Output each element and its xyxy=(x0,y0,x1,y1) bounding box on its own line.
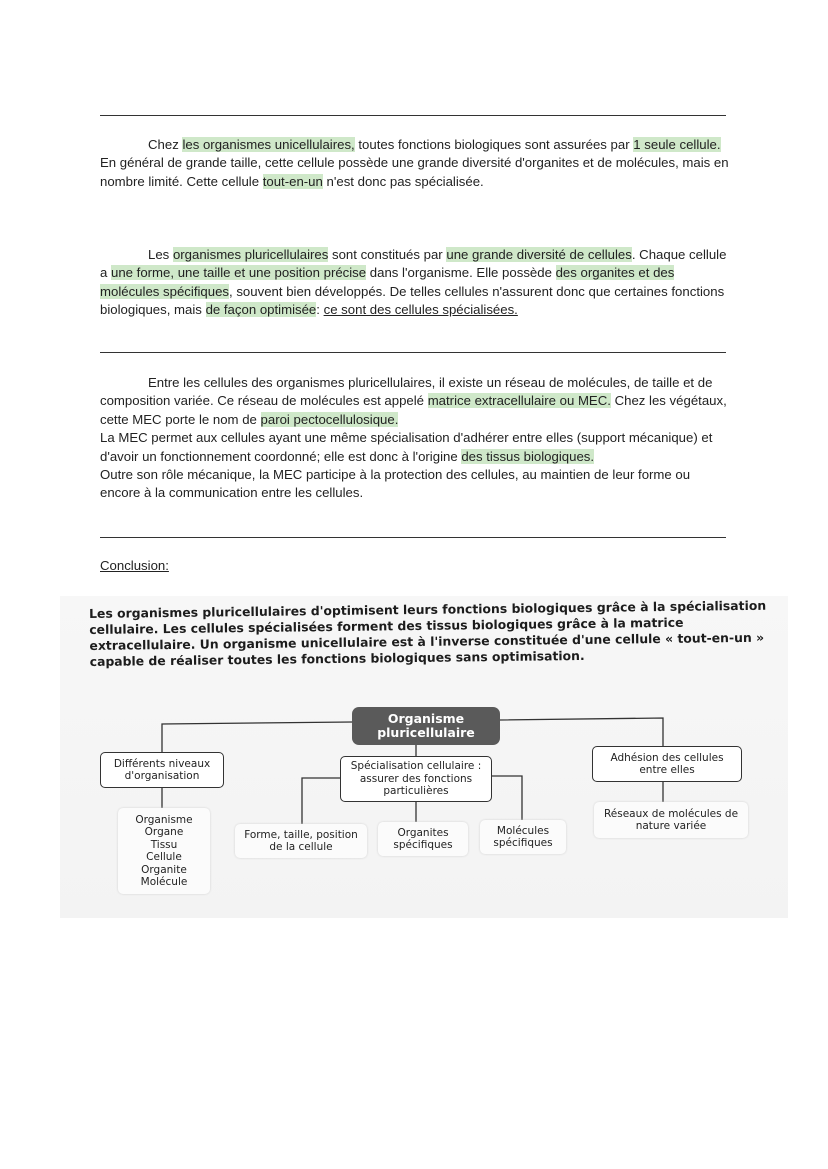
highlight: des organites et des molécules spécifiques xyxy=(100,265,675,299)
highlight: les organismes unicellulaires, xyxy=(182,137,355,152)
highlight: paroi pectocellulosique. xyxy=(260,411,399,427)
underlined-text: ce sont des cellules spécialisées. xyxy=(323,302,518,318)
highlight: des tissus biologiques. xyxy=(461,448,595,464)
highlight: une forme, une taille et une position précise xyxy=(111,265,367,281)
conclusion-text: Les organismes pluricellulaires d'optimisent leurs fonctions biologiques grâce à la spécialisation cellulaire. Les cellules spécialisées forment des tissus biologiques grâce à la matrice extracellulaire. Un organisme unicellulaire est à l'inverse constituée d'une cellule « tout-en-un » capable de réaliser toutes les fonctions biologiques sans optimisation. xyxy=(89,597,767,669)
paragraph-unicellular: Chez les organismes unicellulaires, toutes fonctions biologiques sont assurées par 1 seule cellule. En général de grande taille, cette cellule possède une grande diversité d'organites et de molécules, mais en nombre limité. Cette cellule tout-en-un n'est donc pas spécialisée. xyxy=(100,137,729,189)
diagram-levels-box: Différents niveaux d'organisation xyxy=(100,752,224,788)
conclusion-label: Conclusion: xyxy=(100,558,169,573)
highlight: de façon optimisée xyxy=(205,302,317,318)
diagram-levels-list: Organisme Organe Tissu Cellule Organite Molécule xyxy=(118,808,210,894)
paragraph-mec: Entre les cellules des organismes pluricellulaires, il existe un réseau de molécules, de taille et de composition variée. Ce réseau de molécules est appelé matrice extracellulaire ou MEC. Chez les végétaux, cette MEC porte le nom de paroi pectocellulosique. La MEC permet aux cellules ayant une même spécialisation d'adhérer entre elles (support mécanique) et d'avoir un fonctionnement coordonné; elle est donc à l'origine des tissus biologiques. Outre son rôle mécanique, la MEC participe à la protection des cellules, au maintien de leur forme ou encore à la communication entre les cellules. xyxy=(100,375,727,501)
diagram-networks-box: Réseaux de molécules de nature variée xyxy=(594,802,748,838)
highlight: matrice extracellulaire ou MEC. xyxy=(427,393,611,409)
diagram-specialisation-box: Spécialisation cellulaire : assurer des fonctions particulières xyxy=(340,756,492,802)
paragraph-pluricellular: Les organismes pluricellulaires sont constitués par une grande diversité de cellules. Chaque cellule a une forme, une taille et une position précise dans l'organisme. Elle possède des organites et des molécules spécifiques, souvent bien développés. De telles cellules n'assurent donc que certaines fonctions biologiques, mais de façon optimisée: ce sont des cellules spécialisées. xyxy=(100,247,727,318)
diagram-root-box: Organisme pluricellulaire xyxy=(352,707,500,745)
highlight: organismes pluricellulaires xyxy=(172,247,329,262)
diagram-organites-box: Organites spécifiques xyxy=(378,822,468,856)
diagram-adhesion-box: Adhésion des cellules entre elles xyxy=(592,746,742,782)
highlight: tout-en-un xyxy=(262,173,323,189)
highlight: 1 seule cellule. xyxy=(633,137,721,152)
diagram-shape-box: Forme, taille, position de la cellule xyxy=(235,824,367,858)
highlight: une grande diversité de cellules xyxy=(446,247,632,262)
diagram-molecules-box: Molécules spécifiques xyxy=(480,820,566,854)
